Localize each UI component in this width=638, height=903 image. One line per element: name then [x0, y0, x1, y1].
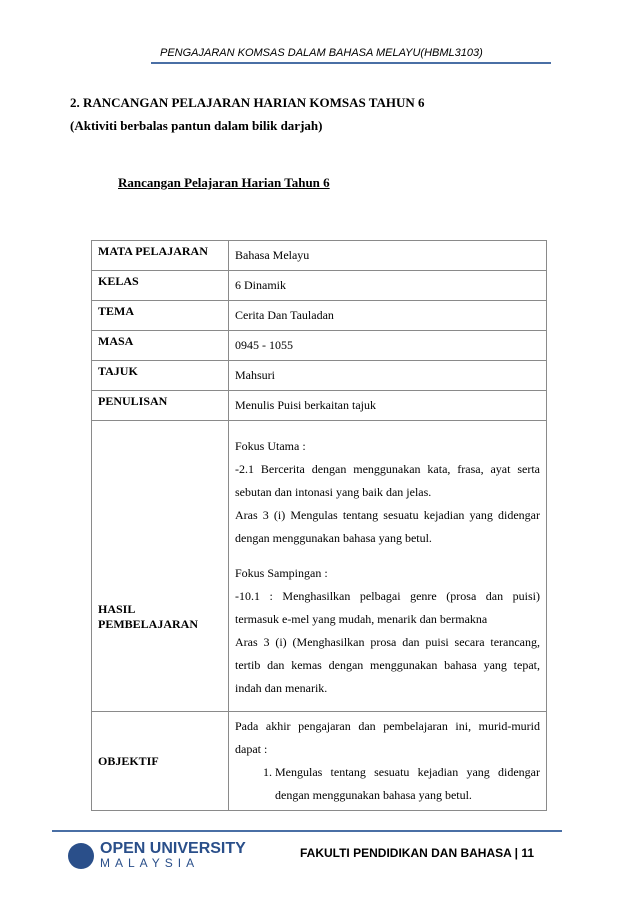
table-row-hasil	[92, 421, 547, 712]
list-item: 1. Mengulas tentang sesuatu kejadian yang didengar dengan menggunakan bahasa yang betul.	[275, 761, 540, 807]
header-code: (HBML3103)	[420, 47, 483, 59]
section-subheading: (Aktiviti berbalas pantun dalam bilik darjah)	[70, 118, 323, 133]
row-key: KELAS	[92, 271, 229, 301]
header-divider	[151, 62, 551, 64]
hasil-line: Aras 3 (i) (Menghasilkan prosa dan puisi secara terancang, tertib dan kemas dengan menggunakan bahasa yang tepat, indah dan menarik.	[235, 635, 540, 695]
table-row	[92, 271, 547, 301]
row-key: MASA	[92, 331, 229, 361]
row-value: 6 Dinamik	[229, 271, 547, 301]
hasil-line: -10.1 : Menghasilkan pelbagai genre (prosa dan puisi) termasuk e-mel yang mudah, menarik dan bermakna	[235, 589, 540, 626]
hasil-line: Fokus Utama :	[235, 439, 306, 453]
section-heading: 2. RANCANGAN PELAJARAN HARIAN KOMSAS TAHUN 6	[70, 95, 425, 110]
row-key: TEMA	[92, 301, 229, 331]
plan-title: Rancangan Pelajaran Harian Tahun 6	[118, 175, 330, 190]
footer-divider	[52, 830, 562, 832]
lesson-plan-table	[91, 240, 547, 811]
row-key: TAJUK	[92, 361, 229, 391]
footer-faculty: FAKULTI PENDIDIKAN DAN BAHASA | 11	[300, 846, 535, 860]
row-key: MATA PELAJARAN	[92, 241, 229, 271]
logo-line2: MALAYSIA	[100, 856, 200, 870]
table-row-objektif	[92, 712, 547, 811]
row-key: HASIL PEMBELAJARAN	[92, 421, 229, 712]
header-title: PENGAJARAN KOMSAS DALAM BAHASA MELAYU	[160, 47, 421, 59]
row-value: Bahasa Melayu	[229, 241, 547, 271]
table-row	[92, 331, 547, 361]
university-logo	[68, 842, 246, 870]
objektif-intro: Pada akhir pengajaran dan pembelajaran ini, murid-murid dapat :	[235, 719, 540, 756]
globe-icon	[68, 843, 94, 869]
hasil-line: Aras 3 (i) Mengulas tentang sesuatu kejadian yang didengar dengan menggunakan bahasa yang betul.	[235, 508, 540, 545]
row-value: Mahsuri	[229, 361, 547, 391]
logo-line1: OPEN UNIVERSITY	[100, 840, 246, 857]
row-key: PENULISAN	[92, 391, 229, 421]
hasil-line: -2.1 Bercerita dengan menggunakan kata, frasa, ayat serta sebutan dan intonasi yang baik dan jelas.	[235, 462, 540, 499]
table-row	[92, 361, 547, 391]
row-value: Cerita Dan Tauladan	[229, 301, 547, 331]
row-key: OBJEKTIF	[92, 712, 229, 811]
objektif-list	[235, 761, 540, 807]
hasil-content	[229, 421, 547, 712]
page-header	[160, 47, 483, 59]
table-row	[92, 241, 547, 271]
objektif-content	[229, 712, 547, 811]
table-row	[92, 391, 547, 421]
hasil-line: Fokus Sampingan :	[235, 566, 328, 580]
row-value: 0945 - 1055	[229, 331, 547, 361]
row-value: Menulis Puisi berkaitan tajuk	[229, 391, 547, 421]
table-row	[92, 301, 547, 331]
